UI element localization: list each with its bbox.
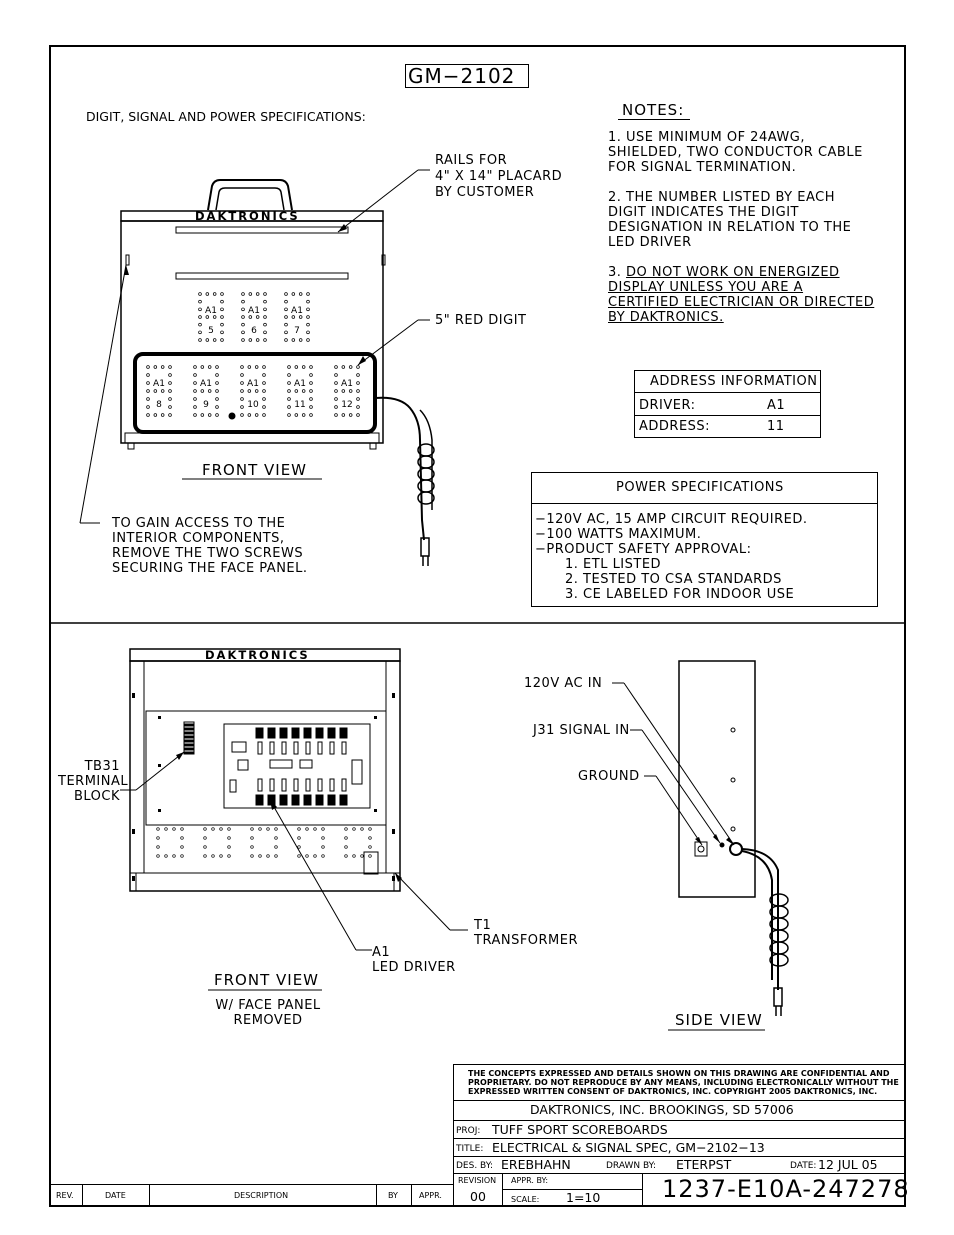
terminal-pin bbox=[185, 728, 193, 730]
driver-chip bbox=[292, 728, 299, 738]
terminal-pin bbox=[185, 744, 193, 746]
driver-chip bbox=[304, 795, 311, 805]
power-specs-table: POWER SPECIFICATIONS −120V AC, 15 AMP CIRCUIT REQUIRED. −100 WATTS MAXIMUM. −PRODUCT SAFETY APPROVAL: 1. ETL LISTED 2. TESTED TO CSA STANDARDS 3. CE LABELED FOR INDOOR USE bbox=[531, 472, 878, 607]
digit-number-label: 9 bbox=[203, 400, 209, 410]
driver-chip bbox=[304, 728, 311, 738]
revision-table: REV. DATE DESCRIPTION BY APPR. bbox=[50, 1184, 454, 1206]
driver-resistor bbox=[330, 742, 334, 754]
power-specs-heading: POWER SPECIFICATIONS bbox=[616, 480, 784, 495]
drawing-scale: 1=10 bbox=[566, 1190, 601, 1205]
revision-number: 00 bbox=[470, 1189, 486, 1204]
notes-heading: NOTES: bbox=[622, 101, 685, 119]
rear-digit-outline bbox=[298, 828, 325, 858]
rear-digit-outline bbox=[345, 828, 372, 858]
callout-signal-in: J31 SIGNAL IN bbox=[533, 723, 630, 738]
driver-resistor bbox=[330, 779, 334, 791]
driver-resistor bbox=[306, 742, 310, 754]
callout-transformer: T1 TRANSFORMER bbox=[474, 918, 579, 948]
driver-chip bbox=[316, 795, 323, 805]
address-info-table: ADDRESS INFORMATION DRIVER: A1 ADDRESS: 11 bbox=[634, 370, 821, 438]
terminal-pin bbox=[185, 724, 193, 726]
terminal-pin bbox=[185, 752, 193, 754]
driver-chip bbox=[292, 795, 299, 805]
driver-chip bbox=[280, 728, 287, 738]
confidential-notice: THE CONCEPTS EXPRESSED AND DETAILS SHOWN ON THIS DRAWING ARE CONFIDENTIAL AND PROPRIETARY. DO NOT REPRODUCE BY ANY MEANS, INCLUDING ELECTRONICALLY WITHOUT THE EXPRESSED WRITTEN CONSENT OF DAKTRONICS, INC. COPYRIGHT 2005 DAKTRONICS, INC. bbox=[468, 1069, 899, 1096]
digit-driver-label: A1 bbox=[294, 379, 306, 389]
driver-chip bbox=[316, 728, 323, 738]
rear-digit-outline bbox=[157, 828, 184, 858]
rear-digit-outline bbox=[204, 828, 231, 858]
driver-component bbox=[352, 760, 362, 784]
digit-driver-label: A1 bbox=[248, 306, 260, 316]
digit-driver-label: A1 bbox=[291, 306, 303, 316]
driver-chip bbox=[340, 728, 347, 738]
digit-number-label: 5 bbox=[208, 326, 214, 336]
driver-chip bbox=[328, 795, 335, 805]
address-info-heading: ADDRESS INFORMATION bbox=[650, 374, 818, 389]
designer: EREBHAHN bbox=[501, 1157, 571, 1172]
terminal-pin bbox=[185, 740, 193, 742]
driver-chip bbox=[280, 795, 287, 805]
rear-digit-outline bbox=[251, 828, 278, 858]
driver-resistor bbox=[282, 742, 286, 754]
digit-driver-label: A1 bbox=[205, 306, 217, 316]
callout-access: TO GAIN ACCESS TO THE INTERIOR COMPONENTS, REMOVE THE TWO SCREWS SECURING THE FACE PANEL. bbox=[112, 516, 308, 576]
digit-driver-label: A1 bbox=[153, 379, 165, 389]
digit-driver-label: A1 bbox=[341, 379, 353, 389]
note-1: 1. USE MINIMUM OF 24AWG, SHIELDED, TWO CONDUCTOR CABLE FOR SIGNAL TERMINATION. bbox=[608, 130, 863, 175]
company-line: DAKTRONICS, INC. BROOKINGS, SD 57006 bbox=[530, 1102, 794, 1117]
driver-component bbox=[238, 760, 248, 770]
driver-resistor bbox=[270, 742, 274, 754]
digit-driver-label: A1 bbox=[200, 379, 212, 389]
driver-resistor bbox=[318, 742, 322, 754]
driver-resistor bbox=[318, 779, 322, 791]
callout-ground: GROUND bbox=[578, 769, 640, 784]
brand-logo-front: DAKTRONICS bbox=[195, 209, 300, 223]
driver-component bbox=[232, 742, 246, 752]
driver-resistor bbox=[258, 779, 262, 791]
driver-chip bbox=[268, 728, 275, 738]
callout-ac-in: 120V AC IN bbox=[524, 676, 603, 691]
led-driver-board-detail bbox=[185, 724, 362, 805]
driver-component bbox=[230, 780, 236, 792]
drafter: ETERPST bbox=[676, 1157, 732, 1172]
drawing-title: GM−2102 bbox=[408, 64, 516, 88]
callout-led-driver: A1 LED DRIVER bbox=[372, 945, 456, 975]
driver-chip bbox=[256, 728, 263, 738]
driver-chip bbox=[256, 795, 263, 805]
driver-resistor bbox=[258, 742, 262, 754]
note-3: 3. DO NOT WORK ON ENERGIZED DISPLAY UNLESS YOU ARE A CERTIFIED ELECTRICIAN OR DIRECTED BY DAKTRONICS. bbox=[608, 265, 875, 325]
side-view-cabinet bbox=[679, 661, 755, 897]
digit-number-label: 8 bbox=[156, 400, 162, 410]
specs-heading: DIGIT, SIGNAL AND POWER SPECIFICATIONS: bbox=[86, 109, 366, 124]
driver-component bbox=[270, 760, 292, 768]
digit-driver-label: A1 bbox=[247, 379, 259, 389]
drawing-number: 1237-E10A-247278 bbox=[662, 1175, 910, 1203]
project-name: TUFF SPORT SCOREBOARDS bbox=[492, 1122, 668, 1137]
front-view-panel-removed bbox=[130, 649, 400, 891]
driver-resistor bbox=[294, 779, 298, 791]
digit-number-label: 10 bbox=[247, 400, 259, 410]
drawing-date: 12 JUL 05 bbox=[818, 1157, 878, 1172]
front-view-label: FRONT VIEW bbox=[202, 461, 308, 479]
driver-component bbox=[300, 760, 312, 768]
digit-number-label: 7 bbox=[294, 326, 300, 336]
side-view-label: SIDE VIEW bbox=[675, 1011, 763, 1029]
driver-chip bbox=[328, 728, 335, 738]
brand-logo-rear: DAKTRONICS bbox=[205, 648, 310, 662]
driver-resistor bbox=[342, 779, 346, 791]
digit-number-label: 12 bbox=[341, 400, 353, 410]
driver-resistor bbox=[306, 779, 310, 791]
digit-number-label: 6 bbox=[251, 326, 257, 336]
driver-resistor bbox=[294, 742, 298, 754]
driver-chip bbox=[340, 795, 347, 805]
driver-resistor bbox=[282, 779, 286, 791]
callout-rails: RAILS FOR 4" X 14" PLACARD BY CUSTOMER bbox=[435, 153, 563, 200]
callout-red-digit: 5" RED DIGIT bbox=[435, 313, 527, 328]
terminal-pin bbox=[185, 748, 193, 750]
terminal-pin bbox=[185, 736, 193, 738]
title-block: THE CONCEPTS EXPRESSED AND DETAILS SHOWN ON THIS DRAWING ARE CONFIDENTIAL AND PROPRIETARY. DO NOT REPRODUCE BY ANY MEANS, INCLUDING ELECTRONICALLY WITHOUT THE EXPRESSED WRITTEN CONSENT OF DAKTRONICS, INC. COPYRIGHT 2005 DAKTRONICS, INC. DAKTRONICS, INC. BROOKINGS, SD 57006 PROJ: TUFF SPORT SCOREBOARDS TITLE: ELECTRICAL & SIGNAL SPEC, GM−2102−13 DES. BY: EREBHAHN DRAWN BY: ETERPST DATE: 12 JUL 05 REVISION 00 APPR. BY: SCALE: 1=10 1237-E10A-247278 bbox=[453, 1064, 905, 1206]
callout-tb31: TB31 TERMINAL BLOCK bbox=[58, 759, 129, 804]
digit-number-label: 11 bbox=[294, 400, 306, 410]
front-view-removed-sub: W/ FACE PANEL REMOVED bbox=[215, 998, 321, 1028]
drawing-name: ELECTRICAL & SIGNAL SPEC, GM−2102−13 bbox=[492, 1140, 765, 1155]
front-view-removed-label: FRONT VIEW bbox=[214, 971, 320, 989]
driver-resistor bbox=[342, 742, 346, 754]
terminal-pin bbox=[185, 732, 193, 734]
note-2: 2. THE NUMBER LISTED BY EACH DIGIT INDICATES THE DIGIT DESIGNATION IN RELATION TO THE LED DRIVER bbox=[608, 190, 852, 250]
driver-resistor bbox=[270, 779, 274, 791]
